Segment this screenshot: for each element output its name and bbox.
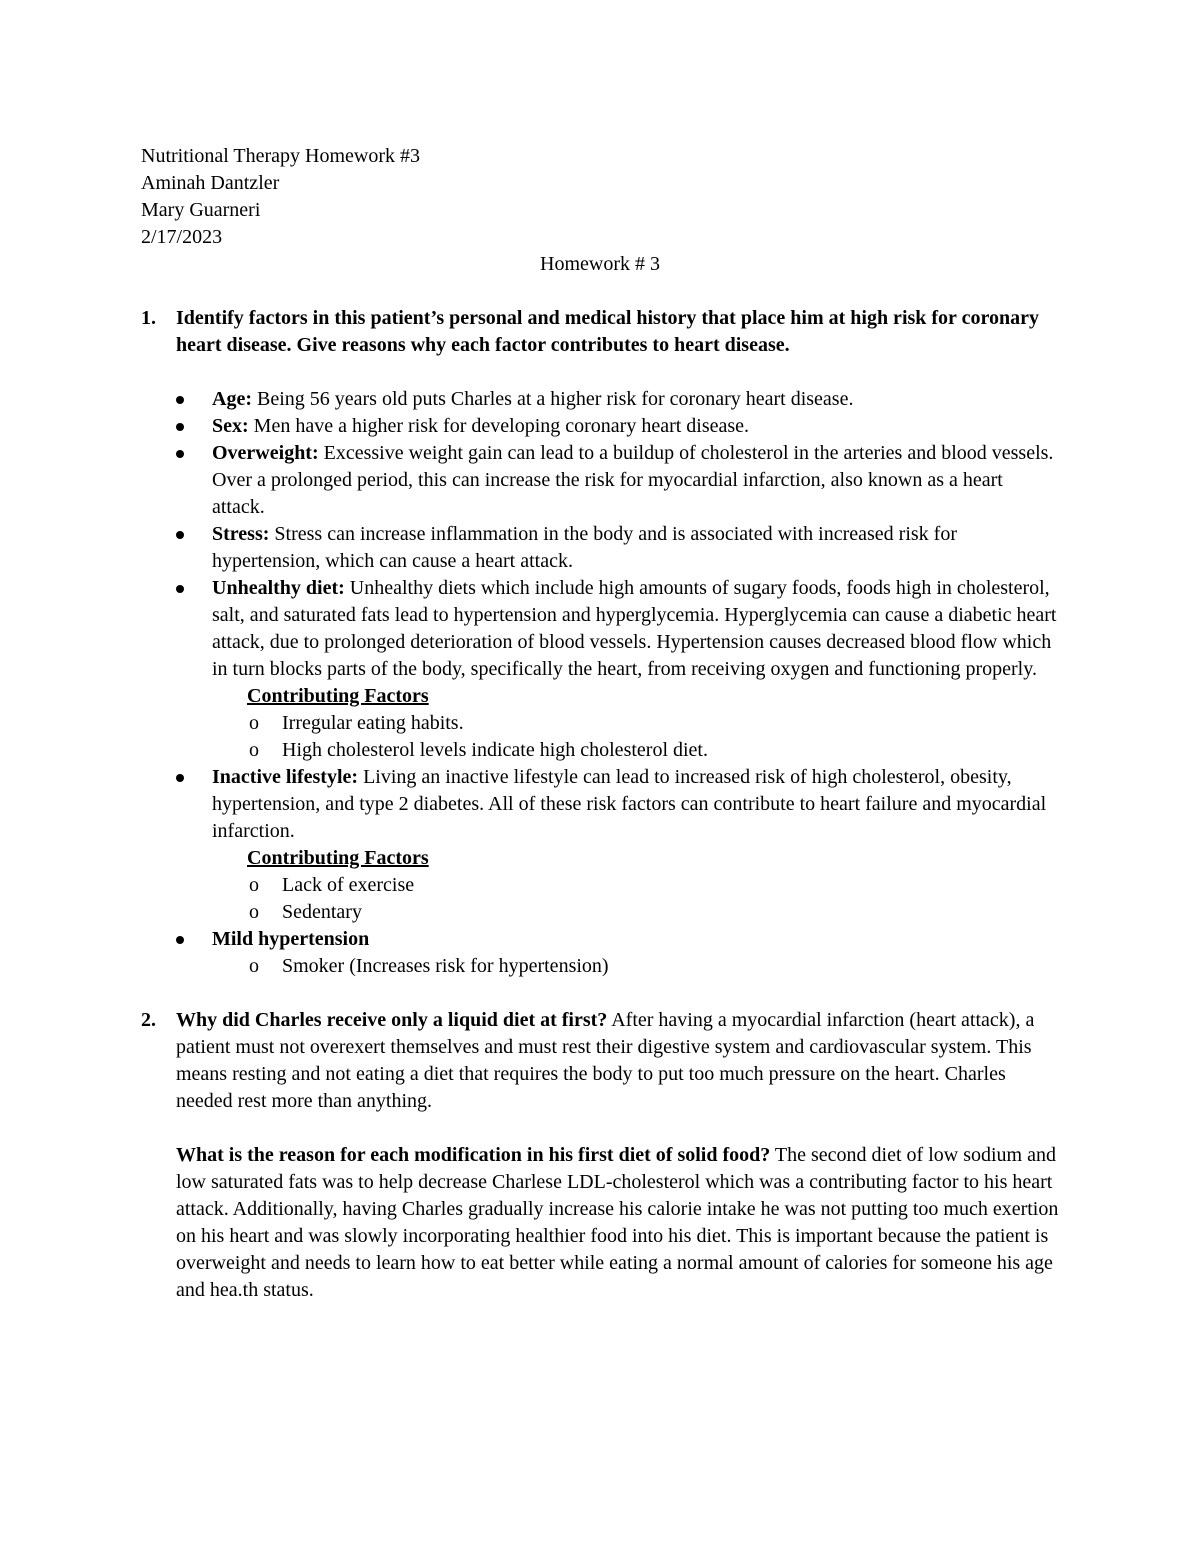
student-name: Aminah Dantzler <box>141 172 280 194</box>
answer-paragraph-2 <box>176 1142 1060 1304</box>
question-text: Identify factors in this patient’s personal and medical history that place him at high risk for coronary heart disease. Give reasons why each factor contributes to heart disease. <box>176 307 1039 356</box>
answer-text: The second diet of low sodium and low saturated fats was to help decrease Charlese LDL-cholesterol which was a contributing factor to his heart attack. Additionally, having Charles gradually increase his calorie intake he was not putting too much exertion on his heart and was slowly incorporating healthier food into his diet. This is important because the patient is overweight and needs to learn how to eat better while eating a normal amount of calories for someone his age and hea.th status. <box>176 1144 1059 1301</box>
question-1 <box>141 305 1060 359</box>
question-2 <box>141 1007 1060 1304</box>
sub-marker: o <box>249 955 259 977</box>
factor-text: Stress can increase inflammation in the body and is associated with increased risk for hypertension, which can cause a heart attack. <box>212 523 957 572</box>
header-block <box>141 143 1060 278</box>
factor-term: Overweight: <box>212 442 319 464</box>
factor-text: Unhealthy diets which include high amounts of sugary foods, foods high in cholesterol, salt, and saturated fats lead to hypertension and hyperglycemia. Hyperglycemia can cause a diabetic heart attack, due to prolonged deterioration of blood vessels. Hypertension causes decreased blood flow which in turn blocks parts of the body, specifically the heart, from receiving oxygen and functioning properly. <box>212 577 1057 680</box>
factor-text: Excessive weight gain can lead to a buildup of cholesterol in the arteries and blood vessels. Over a prolonged period, this can increase the risk for myocardial infarction, also known as a heart attack. <box>212 442 1054 518</box>
list-item <box>212 926 1060 980</box>
risk-factor-list <box>176 386 1060 980</box>
sub-marker: o <box>249 712 259 734</box>
sub-item: o Sedentary <box>282 899 1060 926</box>
sub-item: o Lack of exercise <box>282 872 1060 899</box>
risk-factors <box>141 386 1060 980</box>
factor-term: Mild hypertension <box>212 928 370 950</box>
factor-text: Being 56 years old puts Charles at a higher risk for coronary heart disease. <box>251 388 854 410</box>
sub-list <box>212 710 1060 764</box>
list-item <box>212 521 1060 575</box>
contributing-factors-label: Contributing Factors <box>247 685 429 707</box>
factor-term: Sex: <box>212 415 249 437</box>
factor-term: Inactive lifestyle: <box>212 766 359 788</box>
sub-list <box>212 872 1060 926</box>
sub-item: o Smoker (Increases risk for hypertension) <box>282 953 1060 980</box>
answer-paragraph-1 <box>176 1007 1060 1115</box>
course-title: Nutritional Therapy Homework #3 <box>141 145 421 167</box>
question-text: What is the reason for each modification in his first diet of solid food? <box>176 1144 771 1166</box>
contributing-factors-label: Contributing Factors <box>247 847 429 869</box>
question-text: Why did Charles receive only a liquid diet at first? <box>176 1009 608 1031</box>
list-item <box>212 440 1060 521</box>
page-title: Homework # 3 <box>540 253 660 275</box>
sub-item: o Irregular eating habits. <box>282 710 1060 737</box>
list-item <box>212 575 1060 764</box>
question-number: 1. <box>141 307 156 329</box>
list-item <box>212 386 1060 413</box>
factor-term: Unhealthy diet: <box>212 577 345 599</box>
instructor-name: Mary Guarneri <box>141 199 261 221</box>
question-number: 2. <box>141 1009 156 1031</box>
factor-text: Living an inactive lifestyle can lead to increased risk of high cholesterol, obesity, hypertension, and type 2 diabetes. All of these risk factors can contribute to heart failure and myocardial infarction. <box>212 766 1047 842</box>
answer-text: After having a myocardial infarction (heart attack), a patient must not overexert themselves and must rest their digestive system and cardiovascular system. This means resting and not eating a diet that requires the body to put too much pressure on the heart. Charles needed rest more than anything. <box>176 1009 1035 1112</box>
list-item <box>212 764 1060 926</box>
factor-term: Stress: <box>212 523 270 545</box>
sub-marker: o <box>249 874 259 896</box>
sub-marker: o <box>249 739 259 761</box>
factor-term: Age: <box>212 388 252 410</box>
sub-marker: o <box>249 901 259 923</box>
factor-text: Men have a higher risk for developing coronary heart disease. <box>248 415 750 437</box>
sub-item: o High cholesterol levels indicate high cholesterol diet. <box>282 737 1060 764</box>
sub-list <box>212 953 1060 980</box>
date: 2/17/2023 <box>141 226 223 248</box>
list-item <box>212 413 1060 440</box>
